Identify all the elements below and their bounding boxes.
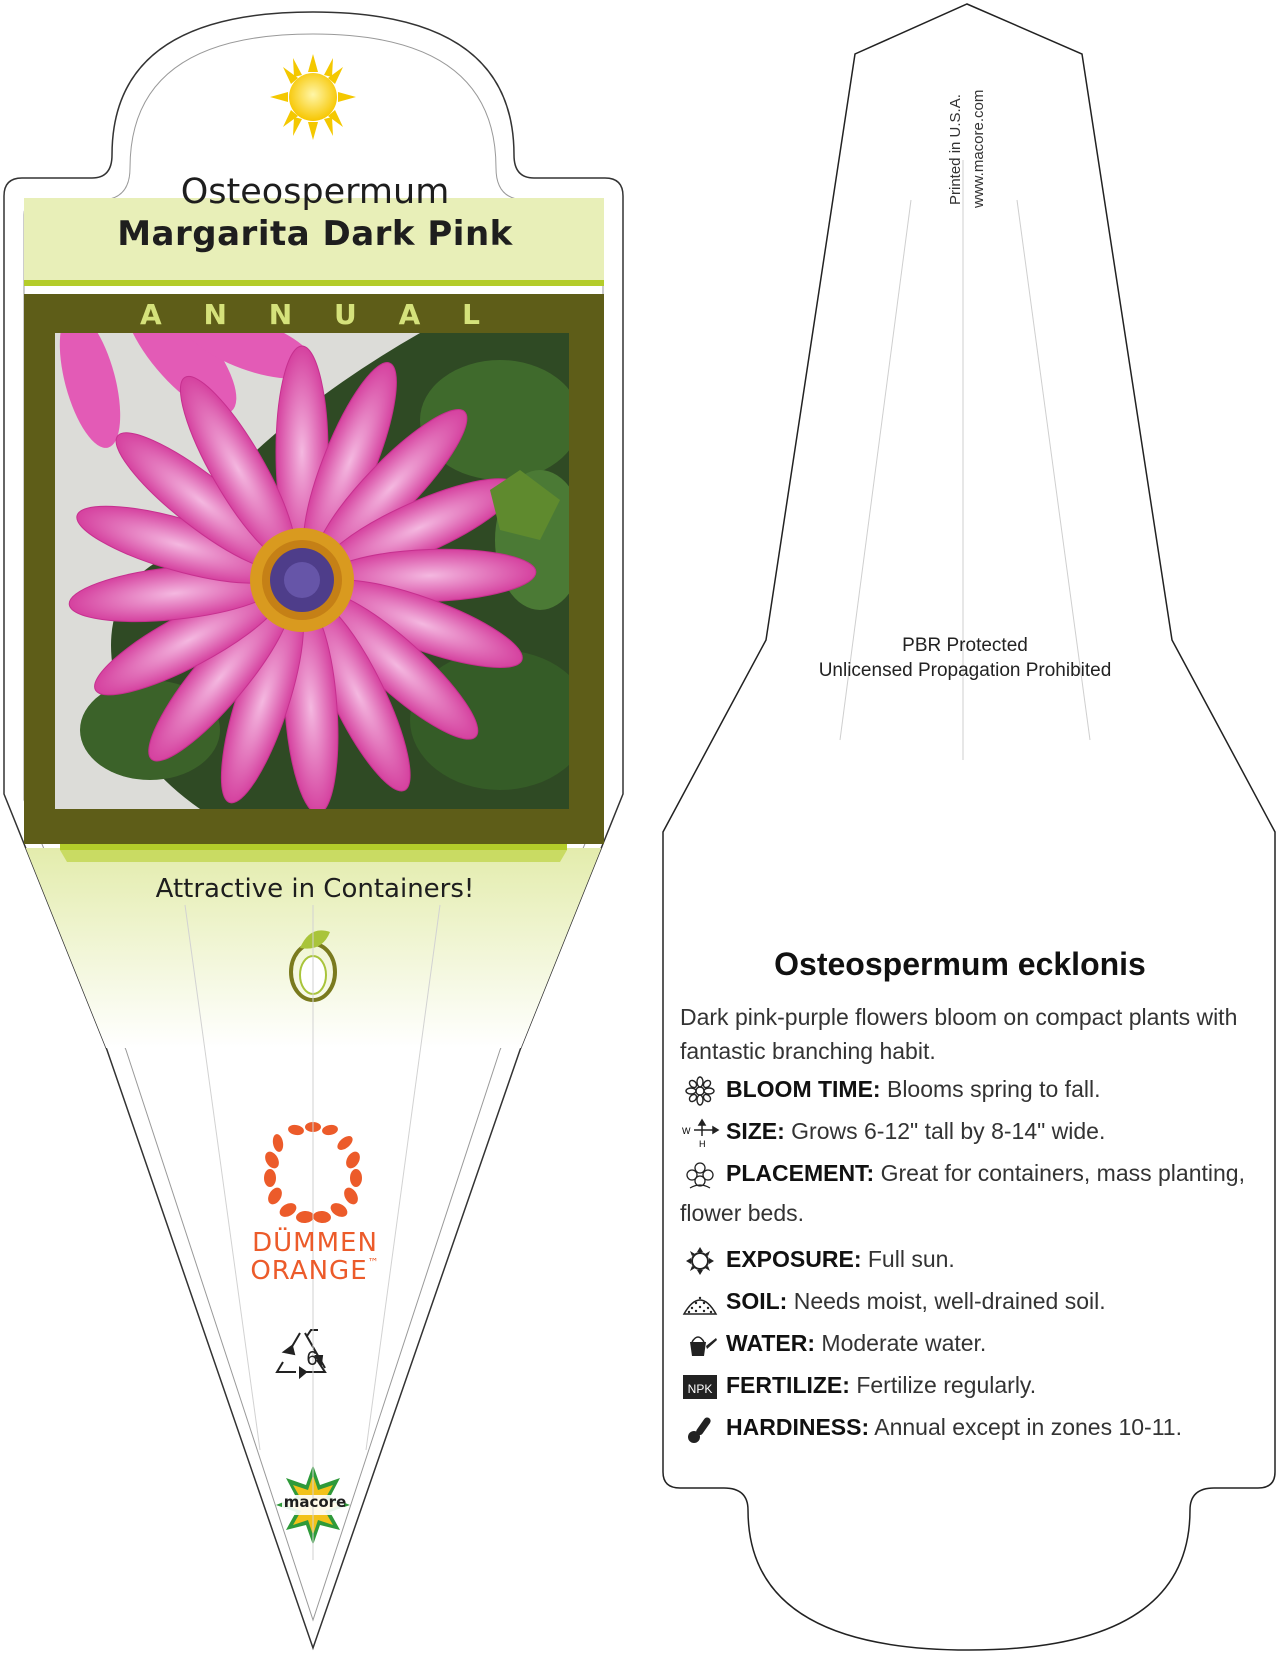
category-letter: L <box>462 298 480 331</box>
npk-bag-icon <box>680 1372 720 1402</box>
category-letter: A <box>140 298 162 331</box>
care-soil: SOIL: Needs moist, well-drained soil. <box>680 1284 1250 1318</box>
care-size: W H SIZE: Grows 6-12" tall by 8-14" wide. <box>682 1118 1106 1148</box>
plant-category <box>140 298 480 331</box>
npk-label: NPK <box>687 1381 713 1396</box>
sun-outline-icon <box>680 1246 720 1276</box>
propagation-notice: Unlicensed Propagation Prohibited <box>818 660 1112 681</box>
flower-outline-icon <box>680 1076 720 1106</box>
back-tag <box>663 4 1275 1650</box>
thermometer-icon <box>680 1414 720 1444</box>
plant-variety: Margarita Dark Pink <box>117 214 513 254</box>
care-placement-continued: flower beds. <box>680 1200 805 1226</box>
care-placement: PLACEMENT: Great for containers, mass planting, <box>680 1156 1250 1190</box>
pbr-notice: PBR Protected <box>902 635 1028 656</box>
watering-can-icon <box>680 1330 720 1360</box>
care-exposure: EXPOSURE: Full sun. <box>680 1242 1250 1276</box>
placement-flowers-icon <box>680 1160 720 1190</box>
flower-photo <box>48 269 590 815</box>
plant-genus: Osteospermum <box>180 172 450 212</box>
soil-mound-icon <box>680 1288 720 1318</box>
care-hardiness: HARDINESS: Annual except in zones 10-11. <box>680 1410 1250 1444</box>
size-w-letter: W <box>682 1125 691 1136</box>
botanical-name: Osteospermum ecklonis <box>774 946 1146 982</box>
size-arrows-icon <box>680 1118 720 1148</box>
tagline: Attractive in Containers! <box>155 874 475 904</box>
category-letter: U <box>334 298 357 331</box>
brand-name-line2: ORANGE™ <box>250 1256 380 1286</box>
website-label: www.macore.com <box>970 89 987 208</box>
size-h-letter: H <box>699 1138 706 1148</box>
category-letter: N <box>203 298 227 331</box>
category-letter: A <box>398 298 421 331</box>
care-bloom-time: BLOOM TIME: Blooms spring to fall. <box>680 1072 1250 1106</box>
trademark-symbol: ™ <box>367 1256 380 1269</box>
category-letter: N <box>268 298 293 331</box>
brand-name-line1: DÜMMEN <box>252 1228 378 1258</box>
care-water: WATER: Moderate water. <box>680 1326 1250 1360</box>
care-fertilize: NPK FERTILIZE: Fertilize regularly. <box>680 1368 1250 1402</box>
macore-logo-text: macore <box>283 1493 347 1511</box>
plant-description: Dark pink-purple flowers bloom on compact plants with fantastic branching habit. <box>680 1004 1238 1064</box>
printed-in-label: Printed in U.S.A. <box>947 94 964 205</box>
recycle-number: 6 <box>306 1348 318 1370</box>
